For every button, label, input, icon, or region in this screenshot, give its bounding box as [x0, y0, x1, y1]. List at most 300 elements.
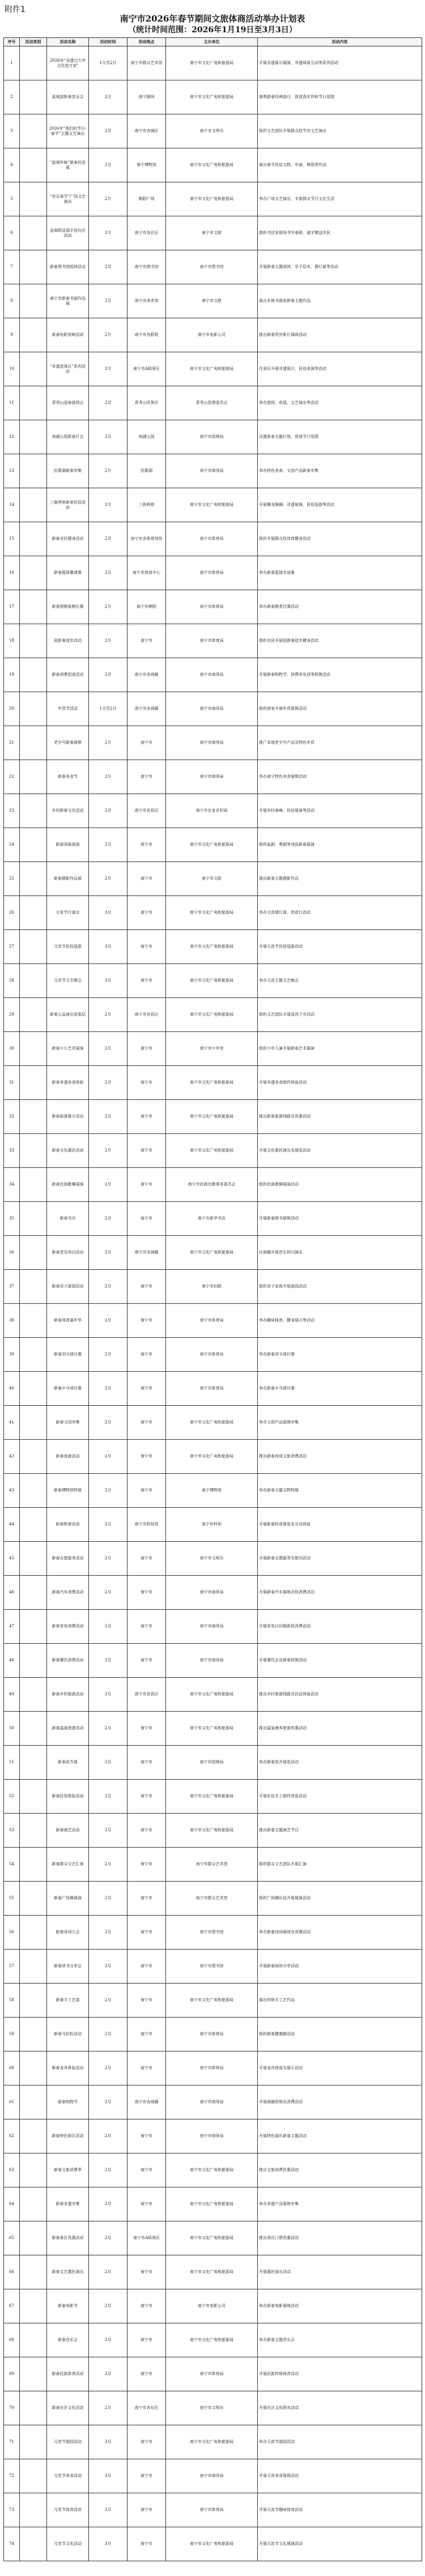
activity-content: 推出新春夜间文旅消费活动: [258, 1440, 422, 1474]
table-row: [4, 1270, 422, 1304]
activity-content: 组织民族歌舞展演活动: [258, 1168, 422, 1202]
activity-location: 南宁市: [128, 896, 166, 930]
activity-name: 新春音乐快闪活动: [47, 1236, 89, 1270]
activity-name: 新春夜游活动: [47, 1440, 89, 1474]
row-number: 61: [4, 2085, 20, 2119]
row-number: 66: [4, 2255, 20, 2289]
activity-name: 新春旅游推介活动: [47, 1100, 89, 1134]
activity-content: 组织亲子家庭开展游园活动: [258, 1270, 422, 1304]
activity-name: 元宵节灯谜会: [47, 896, 89, 930]
row-number: 62: [4, 2119, 20, 2153]
activity-name: 新春非遗美食体验: [47, 1066, 89, 1100]
activity-category: [20, 2119, 47, 2153]
activity-time: 2月: [89, 2289, 128, 2323]
table-row: [4, 318, 422, 352]
table-body: [4, 46, 422, 2561]
activity-time: 3月: [89, 930, 128, 964]
activity-category: [20, 2323, 47, 2357]
activity-category: [20, 2459, 47, 2493]
activity-category: [20, 896, 47, 930]
activity-location: 南宁市: [128, 1542, 166, 1576]
activity-name: 新春文创市集: [47, 1406, 89, 1440]
activity-category: [20, 2187, 47, 2221]
activity-location: 南宁市: [128, 1474, 166, 1508]
organizer: 南宁市文化广电和旅游局: [166, 1134, 258, 1168]
activity-category: [20, 284, 47, 318]
activity-content: 开展新春阅读分享活动: [258, 1950, 422, 1984]
row-number: 2: [4, 80, 20, 114]
organizer: 南宁市文化广电和旅游局: [166, 80, 258, 114]
activity-category: [20, 1032, 47, 1066]
activity-category: [20, 794, 47, 828]
activity-time: 2月: [89, 1066, 128, 1100]
activity-content: 开展新春志愿服务及慰问活动: [258, 1542, 422, 1576]
table-row: [4, 1984, 422, 2018]
activity-name: 新春读书分享会: [47, 1950, 89, 1984]
organizer: 南宁市文化广电和旅游局: [166, 2153, 258, 2187]
organizer: 南宁市文化广电和旅游局: [166, 1984, 258, 2018]
table-row: [4, 1100, 422, 1134]
activity-time: 2月: [89, 1644, 128, 1678]
table-row: [4, 726, 422, 760]
activity-location: 南宁市: [128, 964, 166, 998]
activity-category: [20, 1814, 47, 1848]
table-row: [4, 1168, 422, 1202]
activity-content: 组织邕剧、粤剧等戏曲新春展演: [258, 828, 422, 862]
activity-name: 新春摄影作品展: [47, 862, 89, 896]
activity-category: [20, 1066, 47, 1100]
activity-content: 举办新春花卉展览活动: [258, 1746, 422, 1780]
activity-name: 新春亲子游园活动: [47, 1270, 89, 1304]
activity-time: 2月: [89, 522, 128, 556]
row-number: 46: [4, 1576, 20, 1610]
activity-name: 新春马拉松活动: [47, 2018, 89, 2052]
row-number: 49: [4, 1678, 20, 1712]
activity-name: 老字号新春展销: [47, 726, 89, 760]
activity-time: 2月: [89, 1508, 128, 1542]
activity-category: [20, 964, 47, 998]
organizer: 南宁市文联: [166, 284, 258, 318]
activity-time: 3月: [89, 2527, 128, 2561]
organizer: 南宁市科协: [166, 1508, 258, 1542]
organizer: 南宁市图书馆: [166, 1950, 258, 1984]
row-number: 30: [4, 1032, 20, 1066]
activity-content: 举办新春主题音乐会: [258, 2323, 422, 2357]
activity-time: 2月: [89, 1440, 128, 1474]
organizer: 南宁市体育局: [166, 590, 258, 624]
table-row: [4, 2255, 422, 2289]
activity-category: [20, 624, 47, 658]
row-number: 43: [4, 1474, 20, 1508]
activity-location: 南宁市: [128, 2018, 166, 2052]
table-row: [4, 862, 422, 896]
activity-content: 举办非遗产品展销市集: [258, 2187, 422, 2221]
organizer: 南宁市商务局: [166, 1610, 258, 1644]
activity-location: 朝阳广场: [128, 182, 166, 216]
table-row: [4, 2085, 422, 2119]
activity-content: 推出文旅消费优惠活动: [258, 2153, 422, 2187]
activity-content: 推广本地老字号产品及特色年货: [258, 726, 422, 760]
activity-location: 青秀山风景区: [128, 386, 166, 420]
organizer: 南宁市体育局: [166, 522, 258, 556]
table-row: [4, 250, 422, 284]
table-row: [4, 624, 422, 658]
row-number: 51: [4, 1746, 20, 1780]
activity-category: [20, 2493, 47, 2527]
organizer: 南宁市文化广电和旅游局: [166, 46, 258, 80]
activity-time: 2月: [89, 2323, 128, 2357]
row-number: 65: [4, 2221, 20, 2255]
organizer: 南宁市电影公司: [166, 318, 258, 352]
table-row: [4, 964, 422, 998]
activity-time: 2月: [89, 1678, 128, 1712]
table-row: [4, 2527, 422, 2561]
activity-name: 新春民俗体验活动: [47, 1780, 89, 1814]
activity-category: [20, 1576, 47, 1610]
activity-content: 举办游园、花展、文艺演出等活动: [258, 386, 422, 420]
activity-content: 举办元宵主题文艺晚会: [258, 964, 422, 998]
activity-time: 2月: [89, 624, 128, 658]
organizer: 南宁市体育局: [166, 2052, 258, 2085]
activity-name: 新春音乐会: [47, 2323, 89, 2357]
organizer: 南宁市文化广电和旅游局: [166, 896, 258, 930]
row-number: 9: [4, 318, 20, 352]
activity-content: 展出新春主题摄影作品: [258, 862, 422, 896]
activity-time: 2月: [89, 1848, 128, 1882]
activity-category: [20, 46, 47, 80]
organizer: 南宁市体育局: [166, 2493, 258, 2527]
activity-name: 年货节活动: [47, 692, 89, 726]
table-row: [4, 2459, 422, 2493]
activity-time: 2月: [89, 1406, 128, 1440]
activity-name: 新春民族体育活动: [47, 2357, 89, 2391]
activity-category: [20, 1372, 47, 1406]
activity-name: 新春文旅消费季: [47, 2153, 89, 2187]
table-row: [4, 46, 422, 80]
row-number: 22: [4, 760, 20, 794]
row-number: 18: [4, 624, 20, 658]
row-number: 56: [4, 1916, 20, 1950]
activity-content: 开展商圈促销及消费活动: [258, 2085, 422, 2119]
activity-location: 南宁市各社区: [128, 216, 166, 250]
activity-time: 2月: [89, 250, 128, 284]
activity-content: 开展民族传统体育活动: [258, 2357, 422, 2391]
activity-content: 开展新春科普展览及互动体验: [258, 1508, 422, 1542]
activity-category: [20, 216, 47, 250]
activity-name: 新春乒乓球比赛: [47, 1372, 89, 1406]
activity-content: 开展新春购物节、消费券发放等促销活动: [258, 658, 422, 692]
activity-name: 新春景区优惠活动: [47, 2221, 89, 2255]
activity-content: 展出本地书画家新春主题作品: [258, 284, 422, 318]
row-number: 34: [4, 1168, 20, 1202]
row-number: 26: [4, 896, 20, 930]
activity-content: 开展餐饮企业新春促销活动: [258, 1644, 422, 1678]
organizer: 南宁市文明办: [166, 1542, 258, 1576]
row-number: 36: [4, 1236, 20, 1270]
activity-name: 新春民族歌舞展演: [47, 1168, 89, 1202]
row-number: 24: [4, 828, 20, 862]
document-subtitle: （统计时间范围：2026年1月19日至3月3日）: [128, 25, 297, 35]
organizer: 南宁市文化广电和旅游局: [166, 1780, 258, 1814]
organizer: 南宁市文化广电和旅游局: [166, 148, 258, 182]
activity-content: 开展元宵节民俗巡游活动: [258, 930, 422, 964]
table-row: [4, 828, 422, 862]
table-row: [4, 2119, 422, 2153]
table-row: [4, 1406, 422, 1440]
row-number: 6: [4, 216, 20, 250]
organizer: 南宁市商务局: [166, 454, 258, 488]
activity-category: [20, 148, 47, 182]
activity-category: [20, 590, 47, 624]
activity-location: 南宁市: [128, 1134, 166, 1168]
activity-time: 3月: [89, 2493, 128, 2527]
activity-category: [20, 556, 47, 590]
organizer: 南宁市群众艺术馆: [166, 1848, 258, 1882]
organizer: 南宁市商务局: [166, 692, 258, 726]
table-row: [4, 1066, 422, 1100]
activity-category: [20, 930, 47, 964]
activity-content: 开展乡村春晚、民俗展演等活动: [258, 794, 422, 828]
table-row: [4, 2493, 422, 2527]
activity-content: 开展元宵节趣味体育活动: [258, 2493, 422, 2527]
activity-name: 新春手工艺展: [47, 1984, 89, 2018]
row-number: 35: [4, 1202, 20, 1236]
activity-category: [20, 828, 47, 862]
activity-time: 2月: [89, 1576, 128, 1610]
activity-category: [20, 1610, 47, 1644]
activity-category: [20, 250, 47, 284]
row-number: 10: [4, 352, 20, 386]
activity-location: 南宁市: [128, 1100, 166, 1134]
activity-time: 2月: [89, 2187, 128, 2221]
row-number: 50: [4, 1712, 20, 1746]
activity-name: 南湖公园新春灯会: [47, 420, 89, 454]
activity-category: [20, 2289, 47, 2323]
activity-name: 元宵节民俗巡游: [47, 930, 89, 964]
activity-category: [20, 454, 47, 488]
row-number: 3: [4, 114, 20, 148]
row-number: 16: [4, 556, 20, 590]
activity-time: 2月: [89, 1100, 128, 1134]
activity-time: 2月: [89, 1338, 128, 1372]
activity-location: 南宁市: [128, 930, 166, 964]
activity-location: 南宁市: [128, 1610, 166, 1644]
activity-name: 2026年“我们的节日·春节”主题文艺演出: [47, 114, 89, 148]
row-number: 7: [4, 250, 20, 284]
activity-location: 三街两巷: [128, 488, 166, 522]
activity-content: 开展惠民演出活动: [258, 2255, 422, 2289]
activity-category: [20, 420, 47, 454]
activity-time: 2月: [89, 114, 128, 148]
row-number: 5: [4, 182, 20, 216]
activity-category: [20, 760, 47, 794]
activity-name: 青秀山迎春游园会: [47, 386, 89, 420]
activity-time: 2月: [89, 2255, 128, 2289]
activity-content: 举办特色美食、文创产品新春市集: [258, 454, 422, 488]
table-row: [4, 1440, 422, 1474]
column-header: 序号: [4, 38, 20, 46]
table-row: [4, 2425, 422, 2459]
activity-content: 设置新春主题灯组，营造节日氛围: [258, 420, 422, 454]
activity-location: 南宁市: [128, 2323, 166, 2357]
activity-category: [20, 658, 47, 692]
activity-time: 2月: [89, 148, 128, 182]
row-number: 64: [4, 2187, 20, 2221]
activity-name: 新春群众文艺汇演: [47, 1848, 89, 1882]
row-number: 15: [4, 522, 20, 556]
activity-name: 新春餐饮消费活动: [47, 1644, 89, 1678]
activity-name: 新春文化惠民活动: [47, 1134, 89, 1168]
activity-time: 2月: [89, 828, 128, 862]
activity-location: 南宁市: [128, 1168, 166, 1202]
activity-location: 南宁市: [128, 1338, 166, 1372]
activity-name: 新春购物节: [47, 2085, 89, 2119]
activity-location: 南宁市: [128, 1032, 166, 1066]
activity-name: 新春体育嘉年华: [47, 1304, 89, 1338]
row-number: 4: [4, 148, 20, 182]
activity-content: 组织市民开展迎新春徒步健身活动: [258, 624, 422, 658]
activity-category: [20, 2052, 47, 2085]
activity-time: 2月: [89, 182, 128, 216]
table-row: [4, 454, 422, 488]
activity-time: 2月: [89, 386, 128, 420]
activity-name: 新春乡村旅游活动: [47, 1678, 89, 1712]
row-number: 17: [4, 590, 20, 624]
activity-content: 举办新春主题文物特展: [258, 1474, 422, 1508]
activity-content: 在商圈开展音乐快闪演出: [258, 1236, 422, 1270]
activity-content: 开展非遗展示展演、非遗体验互动等系列活动: [258, 46, 422, 80]
activity-category: [20, 522, 47, 556]
activity-category: [20, 1134, 47, 1168]
activity-category: [20, 80, 47, 114]
activity-content: 开展新春主题阅读、亲子绘本、猜灯谜等活动: [258, 250, 422, 284]
row-number: 74: [4, 2527, 20, 2561]
table-row: [4, 2052, 422, 2085]
row-number: 42: [4, 1440, 20, 1474]
table-row: [4, 2187, 422, 2221]
table-row: [4, 1134, 422, 1168]
activity-time: 1月至2月: [89, 46, 128, 80]
activity-name: 乡村新春文化活动: [47, 794, 89, 828]
activity-category: [20, 318, 47, 352]
activity-time: 2月: [89, 2119, 128, 2153]
activity-category: [20, 114, 47, 148]
organizer: 南宁市商务局: [166, 1644, 258, 1678]
table-row: [4, 590, 422, 624]
row-number: 67: [4, 2289, 20, 2323]
activity-name: 新春篮球邀请赛: [47, 556, 89, 590]
activity-location: 南宁市各影院: [128, 318, 166, 352]
organizer: 南宁市文化广电和旅游局: [166, 1712, 258, 1746]
activity-category: [20, 1100, 47, 1134]
organizer: 南宁市体育局: [166, 1338, 258, 1372]
row-number: 27: [4, 930, 20, 964]
row-number: 8: [4, 284, 20, 318]
activity-content: 开展文化惠民演出及展览活动: [258, 1134, 422, 1168]
activity-time: 2月: [89, 1950, 128, 1984]
organizer: 南宁市文化广电和旅游局: [166, 998, 258, 1032]
activity-category: [20, 1542, 47, 1576]
activity-content: 组织开展群众性体育健身活动: [258, 522, 422, 556]
activity-time: 2月: [89, 862, 128, 896]
activity-time: 2月: [89, 1882, 128, 1916]
activity-content: 举办新春电影展映活动: [258, 2289, 422, 2323]
activity-location: 南宁市: [128, 2527, 166, 2561]
row-number: 68: [4, 2323, 20, 2357]
activity-name: 新春美食节: [47, 760, 89, 794]
organizer: 南宁博物馆: [166, 1474, 258, 1508]
activity-location: 南宁市: [128, 2052, 166, 2085]
activity-content: 举办文创产品展销市集: [258, 1406, 422, 1440]
activity-location: 南宁市: [128, 1644, 166, 1678]
activity-category: [20, 1338, 47, 1372]
activity-category: [20, 726, 47, 760]
organizer: 南宁市商务局: [166, 2085, 258, 2119]
activity-location: 南宁市: [128, 828, 166, 862]
column-header: 活动地点: [128, 38, 166, 46]
activity-name: 新春书市: [47, 1202, 89, 1236]
table-row: [4, 2289, 422, 2323]
organizer: 南宁市文化广电和旅游局: [166, 488, 258, 522]
activity-time: 3月: [89, 896, 128, 930]
activity-category: [20, 1474, 47, 1508]
activity-category: [20, 1440, 47, 1474]
column-header: 活动时间: [89, 38, 128, 46]
organizer: 南宁市文化广电和旅游局: [166, 1066, 258, 1100]
activity-time: 2月: [89, 420, 128, 454]
row-number: 59: [4, 2018, 20, 2052]
activity-time: 2月: [89, 2153, 128, 2187]
activity-name: 新春诗词大会: [47, 1916, 89, 1950]
activity-name: 新春电影放映活动: [47, 318, 89, 352]
activity-location: 南宁市: [128, 1950, 166, 1984]
activity-location: 南宁市各社区: [128, 2391, 166, 2425]
activity-name: 新春戏曲展演: [47, 828, 89, 862]
activity-category: [20, 1406, 47, 1440]
table-row: [4, 1372, 422, 1406]
column-header: 活动名称: [47, 38, 89, 46]
table-row: [4, 2391, 422, 2425]
activity-name: 新春花卉展: [47, 1746, 89, 1780]
table-row: [4, 556, 422, 590]
row-number: 37: [4, 1270, 20, 1304]
activity-location: 南宁市: [128, 624, 166, 658]
row-number: 13: [4, 454, 20, 488]
activity-content: 演奏新春经典曲目，营造喜庆祥和节日氛围: [258, 80, 422, 114]
activity-name: 民歌湖新春市集: [47, 454, 89, 488]
table-row: [4, 2221, 422, 2255]
activity-content: 开展舞龙舞狮、非遗展演、民俗巡游等活动: [258, 488, 422, 522]
activity-content: 展出春节民俗文物、年画、剪纸等作品: [258, 148, 422, 182]
activity-name: 新春围棋象棋比赛: [47, 590, 89, 624]
row-number: 20: [4, 692, 20, 726]
activity-name: 南宁市新春书画作品展: [47, 284, 89, 318]
row-number: 58: [4, 1984, 20, 2018]
row-number: 11: [4, 386, 20, 420]
activity-content: 组织新春健康跑活动: [258, 2018, 422, 2052]
activity-category: [20, 386, 47, 420]
activity-content: 推出新春主题演艺节目: [258, 1814, 422, 1848]
table-row: [4, 1338, 422, 1372]
activity-time: 2月: [89, 318, 128, 352]
organizer: 南宁市文化广电和旅游局: [166, 2323, 258, 2357]
activity-name: 新春温泉旅游活动: [47, 1712, 89, 1746]
activity-content: 组织商家开展年货展销活动: [258, 692, 422, 726]
activity-content: 开展元宵美食展销活动: [258, 2459, 422, 2493]
activity-location: 南宁市各体育场馆: [128, 522, 166, 556]
row-number: 38: [4, 1304, 20, 1338]
organizer: 南宁市文化广电和旅游局: [166, 2187, 258, 2221]
